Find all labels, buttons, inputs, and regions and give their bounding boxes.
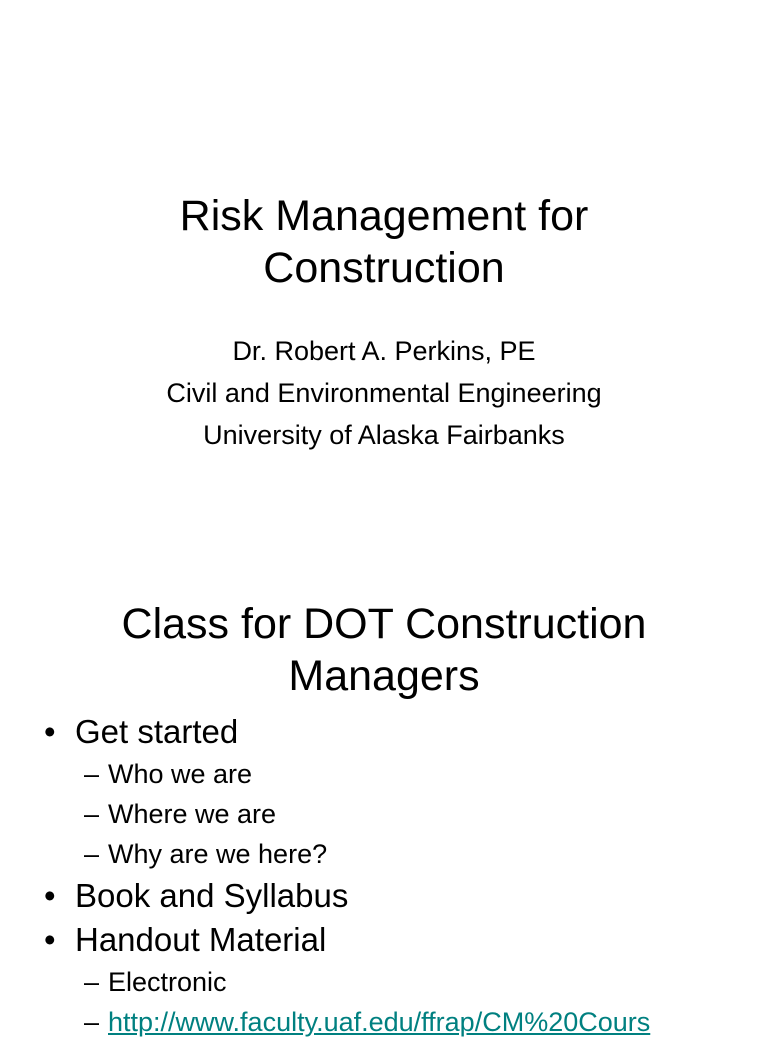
sub-bullet-text: Where we are: [108, 799, 277, 829]
sub-bullet-item: [0, 794, 768, 834]
bullet-item: [0, 710, 768, 754]
bullet-text: Book and Syllabus: [75, 877, 349, 914]
bullet-item: [0, 918, 768, 962]
dash-icon: –: [84, 759, 100, 789]
slide-title: [0, 190, 768, 294]
title-line: Class for DOT Construction: [121, 600, 647, 648]
bullet-icon: •: [44, 877, 56, 914]
title-line: Risk Management for: [179, 192, 589, 240]
dash-icon: –: [84, 799, 100, 829]
sub-bullet-text: Electronic: [108, 967, 227, 997]
sub-bullet-text: Why are we here?: [108, 839, 328, 869]
author-name: Dr. Robert A. Perkins, PE: [232, 336, 536, 366]
title-line: Managers: [288, 652, 480, 700]
sub-bullet-text: Who we are: [108, 759, 253, 789]
course-link[interactable]: http://www.faculty.uaf.edu/ffrap/CM%20Cours: [108, 1007, 651, 1037]
dash-icon: –: [84, 1007, 100, 1037]
title-line: Construction: [263, 244, 505, 292]
sub-bullet-item: [0, 1002, 768, 1042]
bullet-text: Get started: [75, 713, 239, 750]
university: University of Alaska Fairbanks: [203, 420, 565, 450]
bullet-item: [0, 874, 768, 918]
sub-bullet-item: [0, 754, 768, 794]
department: Civil and Environmental Engineering: [166, 378, 602, 408]
bullet-icon: •: [44, 921, 56, 958]
sub-bullet-item: [0, 962, 768, 1002]
bullet-list: [0, 710, 768, 1042]
dash-icon: –: [84, 839, 100, 869]
sub-bullet-item: [0, 834, 768, 874]
slide-title: [0, 598, 768, 702]
slide-class-overview: [0, 560, 768, 1037]
dash-icon: –: [84, 967, 100, 997]
bullet-text: Handout Material: [75, 921, 327, 958]
bullet-icon: •: [44, 713, 56, 750]
slide-subtitle: [0, 330, 768, 456]
